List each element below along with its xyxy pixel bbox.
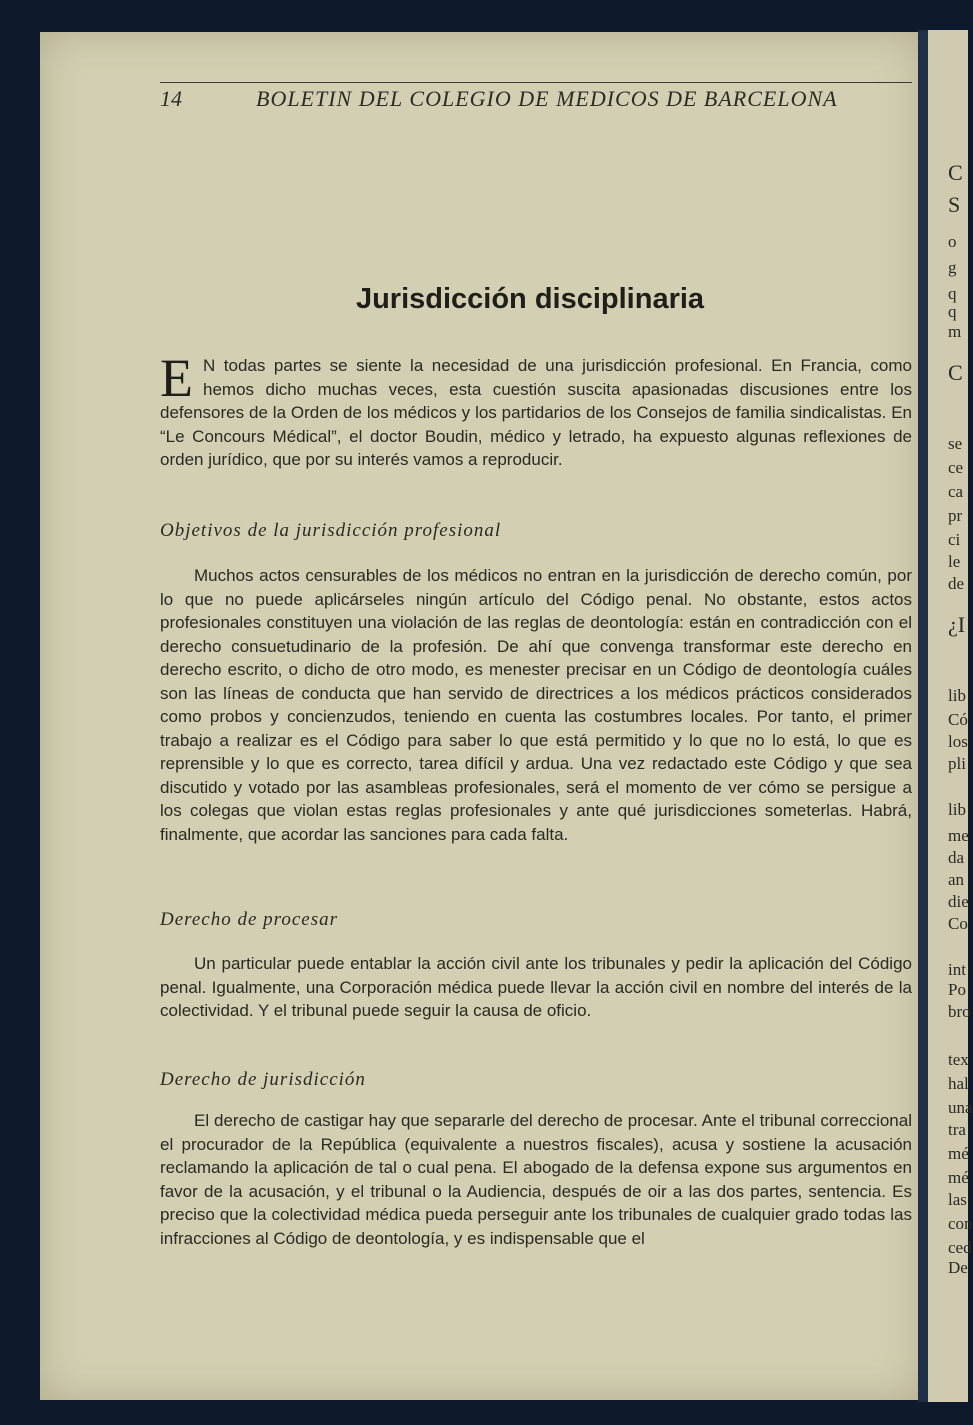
adjacent-page-fragment: die [948, 892, 969, 911]
section-heading-jurisdiccion: Derecho de jurisdicción [160, 1069, 366, 1090]
page-number: 14 [160, 86, 182, 111]
adjacent-page-fragment: ¿I [948, 612, 966, 637]
running-header [160, 86, 912, 116]
adjacent-page-fragment: int [948, 960, 966, 979]
adjacent-page-fragment: le [948, 552, 961, 571]
adjacent-page-fragment: Có [948, 710, 968, 729]
adjacent-page-fragment: pr [948, 506, 963, 525]
page-gutter [918, 30, 928, 1402]
adjacent-page-fragment: mé [948, 1168, 969, 1187]
adjacent-page-fragment: ci [948, 530, 961, 549]
adjacent-page-fragment: g [948, 258, 957, 277]
adjacent-page-fragment: o [948, 232, 957, 251]
journal-title: BOLETIN DEL COLEGIO DE MEDICOS DE BARCELONA [256, 86, 838, 111]
adjacent-page-fragment: pli [948, 754, 966, 773]
intro-paragraph [160, 348, 912, 472]
section-text-jurisdiccion: El derecho de castigar hay que separarle del derecho de procesar. Ante el tribunal correccional el procurador de la República (equivalente a nuestros fiscales), acusa y sostiene la acusación reclamando la aplicación de tal o cual pena. El abogado de la defensa expone sus argumentos en favor de la acusación, y el tribunal o la Audiencia, después de oir a las dos partes, sentencia. Es preciso que la colectividad médica pueda perseguir ante los tribunales de cualquier grado todas las infracciones al Código de deontología, y es indispensable que el [160, 1111, 912, 1248]
adjacent-page-fragment: q [948, 284, 957, 303]
adjacent-page-fragment: bro [948, 1002, 971, 1021]
adjacent-page-fragment: tra [948, 1120, 966, 1139]
adjacent-page-fragment: De [948, 1258, 968, 1277]
adjacent-page-fragment: da [948, 848, 965, 867]
intro-text: N todas partes se siente la necesidad de una jurisdicción profesional. En Francia, como hemos dicho muchas veces, esta cuestión suscita apasionadas discusiones entre los defensores de la Orden de los médicos y los partidarios de los Consejos de familia sindicalistas. En “Le Concours Médical”, el doctor Boudin, médico y letrado, ha expuesto algunas reflexiones de orden jurídico, que por su interés vamos a reproducir. [160, 356, 912, 469]
section-text-procesar: Un particular puede entablar la acción civil ante los tribunales y pedir la aplicación del Código penal. Igualmente, una Corporación médica puede llevar la acción civil en nombre del interés de la colectividad. Y el tribunal puede seguir la causa de oficio. [160, 954, 912, 1020]
adjacent-page-fragment: se [948, 434, 963, 453]
adjacent-page-fragment: tex [948, 1050, 969, 1069]
adjacent-page-fragment: C [948, 160, 963, 185]
adjacent-page-fragment: con [948, 1214, 973, 1233]
adjacent-page-fragment: S [948, 192, 961, 217]
adjacent-page-fragment: q [948, 302, 957, 321]
adjacent-page-fragment: an [948, 870, 965, 889]
adjacent-page-fragment: lib [948, 686, 966, 705]
section-heading-procesar: Derecho de procesar [160, 909, 338, 930]
header-rule [160, 82, 912, 83]
adjacent-page-fragment: C [948, 360, 963, 385]
adjacent-page-fragment: ced [948, 1238, 972, 1257]
adjacent-page-fragment: los [948, 732, 968, 751]
adjacent-page-fragment: me [948, 826, 969, 845]
article-title: Jurisdicción disciplinaria [355, 283, 705, 315]
adjacent-page-fragment: ca [948, 482, 964, 501]
adjacent-page-fragment: Co [948, 914, 968, 933]
adjacent-page-fragment: las [948, 1190, 967, 1209]
adjacent-page-fragment: una [948, 1098, 973, 1117]
adjacent-page-fragment: lib [948, 800, 966, 819]
adjacent-page-fragment: m [948, 322, 962, 341]
adjacent-page-fragment: de [948, 574, 965, 593]
section-heading-objetivos: Objetivos de la jurisdicción profesional [160, 520, 502, 541]
adjacent-page-fragment: mé [948, 1144, 969, 1163]
adjacent-page-edge [928, 30, 973, 1402]
section-text-objetivos: Muchos actos censurables de los médicos no entran en la jurisdicción de derecho común, por lo que no puede aplicárseles ningún artículo del Código penal. No obstante, estos actos profesionales constituyen una violación de las reglas de deontología: están en contradicción con el derecho consuetudinario de la profesión. De ahí que convenga transformar este derecho en derecho escrito, o dicho de otro modo, es menester precisar en un Código de deontología cuáles son las líneas de conducta que han servido de directrices a los médicos prácticos considerados como probos y concienzudos, teniendo en cuenta las costumbres locales. Por tanto, el primer trabajo a realizar es el Código para saber lo que está permitido y lo que no lo está, lo que es reprensible y lo que es correcto, tarea difícil y ardua. Una vez redactado este Código y que sea discutido y votado por las asambleas profesionales, será el momento de ver cómo se persigue a los colegas que violan estas reglas profesionales y ante qué jurisdicciones someterlas. Habrá, finalmente, que acordar las sanciones para cada falta. [160, 566, 912, 844]
adjacent-page-fragment: hal [948, 1074, 969, 1093]
drop-cap: E [160, 348, 193, 408]
adjacent-page-fragment: ce [948, 458, 964, 477]
adjacent-page-fragment: Po [948, 980, 966, 999]
